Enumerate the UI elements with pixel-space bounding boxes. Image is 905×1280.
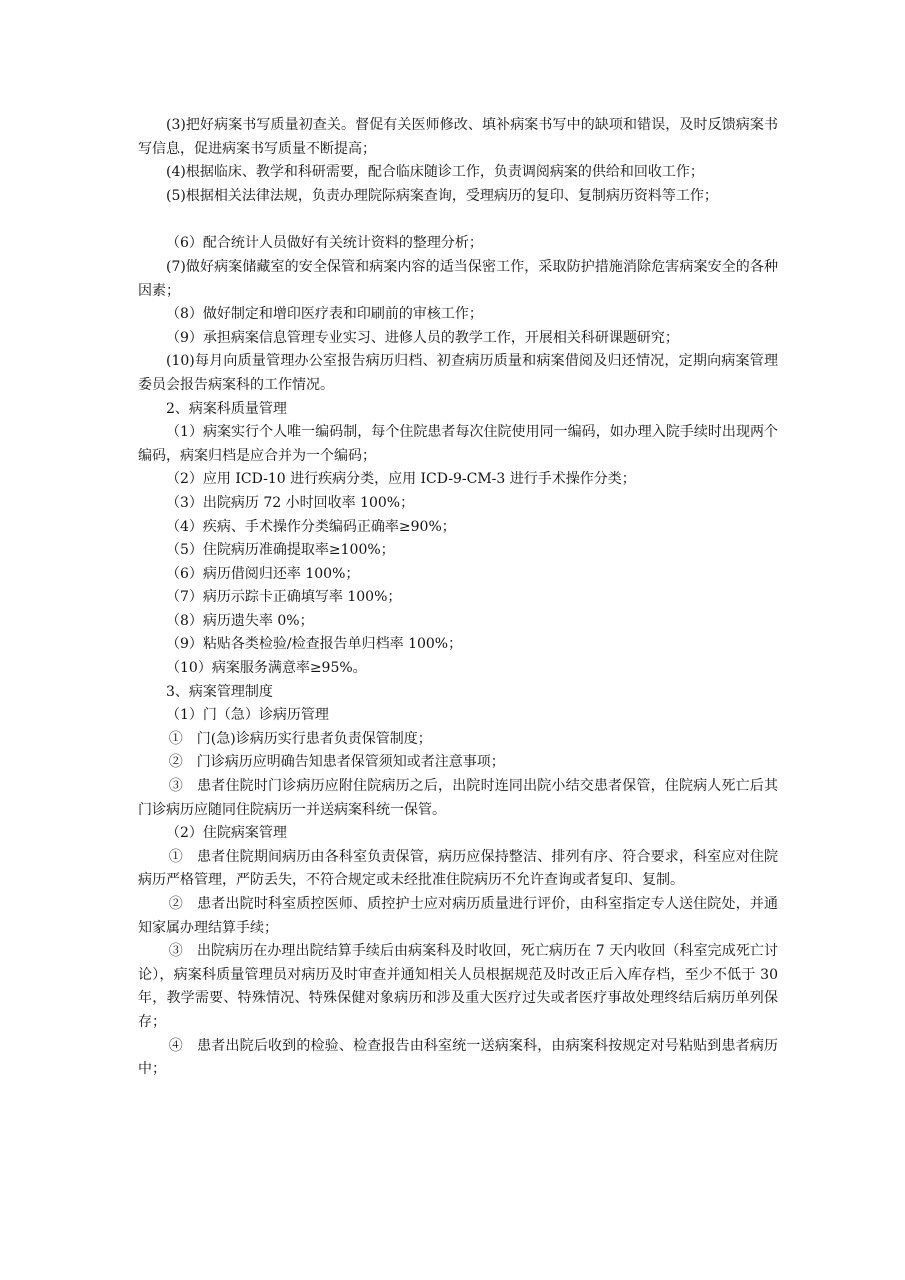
list-item: （2）应用 ICD-10 进行疾病分类，应用 ICD-9-CM-3 进行手术操作分类； — [166, 471, 636, 488]
list-item: ③ 出院病历在办理出院结算手续后由病案科及时收回，死亡病历在 7 天内收回（科室完成死亡讨论），病案科质量管理员对病历及时审查并通知相关人员根据规范及时改正后入库存档，至少不低于 30 年，教学需要、特殊情况、特殊保健对象病历和涉及重大医疗过失或者医疗事故处理终结后病历单列保存； — [138, 943, 778, 1030]
list-item: （7）病历示踪卡正确填写率 100%； — [166, 589, 402, 606]
section-heading: 3、病案管理制度 — [166, 683, 273, 700]
list-item: （6）病历借阅归还率 100%； — [166, 565, 360, 582]
list-item: ② 门诊病历应明确告知患者保管须知或者注意事项； — [168, 754, 505, 771]
section-heading: 2、病案科质量管理 — [166, 400, 287, 417]
blank-line — [138, 208, 778, 232]
list-item: （8）病历遗失率 0%； — [166, 612, 314, 629]
list-item: （5）住院病历准确提取率≥100%； — [166, 542, 395, 559]
list-item: ② 患者出院时科室质控医师、质控护士应对病历质量进行评价，由科室指定专人送住院处，并通知家属办理结算手续； — [138, 896, 778, 936]
list-item: ③ 患者住院时门诊病历应附住院病历之后，出院时连同出院小结交患者保管，住院病人死亡后其门诊病历应随同住院病历一并送病案科统一保管。 — [138, 778, 778, 818]
paragraph: (7)做好病案储藏室的安全保管和病案内容的适当保密工作，采取防护措施消除危害病案安全的各种因素； — [138, 258, 778, 299]
list-item: （4）疾病、手术操作分类编码正确率≥90%； — [166, 518, 456, 535]
list-item: （9）粘贴各类检验/检查报告单归档率 100%； — [166, 636, 463, 653]
list-item: ④ 患者出院后收到的检验、检查报告由科室统一送病案科，由病案科按规定对号粘贴到患者病历中； — [138, 1037, 778, 1078]
paragraph: (5)根据相关法律法规，负责办理院际病案查询，受理病历的复印、复制病历资料等工作； — [166, 187, 718, 204]
subsection-heading: （2）住院病案管理 — [166, 825, 287, 842]
paragraph: (3)把好病案书写质量初查关。督促有关医师修改、填补病案书写中的缺项和错误，及时反馈病案书写信息，促进病案书写质量不断提高； — [138, 117, 778, 157]
list-item: ① 门(急)诊病历实行患者负责保管制度； — [168, 730, 432, 747]
paragraph: (4)根据临床、教学和科研需要，配合临床随诊工作，负责调阅病案的供给和回收工作； — [166, 164, 704, 181]
list-item: ① 患者住院期间病历由各科室负责保管，病历应保持整洁、排列有序、符合要求，科室应对住院病历严格管理，严防丢失，不符合规定或未经批准住院病历不允许查询或者复印、复制。 — [138, 848, 778, 889]
paragraph: （9）承担病案信息管理专业实习、进修人员的教学工作，开展相关科研课题研究； — [166, 329, 679, 346]
paragraph: （8）做好制定和增印医疗表和印刷前的审核工作； — [166, 306, 483, 323]
paragraph: （1）病案实行个人唯一编码制，每个住院患者每次住院使用同一编码，如办理入院手续时出现两个编码，病案归档是应合并为一个编码； — [138, 424, 778, 464]
subsection-heading: （1）门（急）诊病历管理 — [166, 707, 329, 724]
paragraph: （6）配合统计人员做好有关统计资料的整理分析； — [166, 235, 483, 252]
list-item: （10）病案服务满意率≥95%。 — [166, 660, 367, 677]
paragraph: (10)每月向质量管理办公室报告病历归档、初查病历质量和病案借阅及归还情况，定期向病案管理委员会报告病案科的工作情况。 — [138, 353, 778, 393]
list-item: （3）出院病历 72 小时回收率 100%； — [166, 494, 415, 511]
document-body — [138, 114, 778, 1082]
